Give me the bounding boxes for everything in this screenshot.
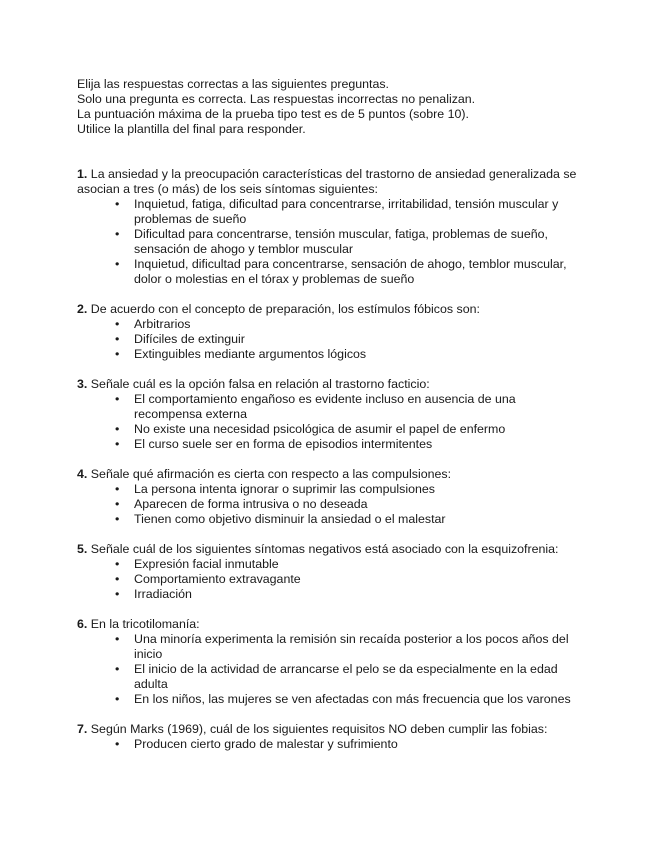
option-item: • Expresión facial inmutable bbox=[134, 557, 582, 572]
option-item: • Una minoría experimenta la remisión sin recaída posterior a los pocos años del inicio bbox=[134, 632, 582, 662]
question-text: Señale cuál es la opción falsa en relación al trastorno facticio: bbox=[90, 377, 430, 391]
option-list bbox=[77, 557, 582, 602]
option-item: • Inquietud, fatiga, dificultad para concentrarse, irritabilidad, tensión muscular y problemas de sueño bbox=[134, 197, 582, 227]
option-item: • Extinguibles mediante argumentos lógicos bbox=[134, 347, 582, 362]
question-number: 7. bbox=[77, 722, 88, 736]
option-item: • En los niños, las mujeres se ven afectadas con más frecuencia que los varones bbox=[134, 692, 582, 707]
question-text: Según Marks (1969), cuál de los siguientes requisitos NO deben cumplir las fobias: bbox=[90, 722, 548, 736]
question-1 bbox=[77, 167, 582, 287]
instruction-line: Elija las respuestas correctas a las siguientes preguntas. bbox=[77, 77, 389, 91]
option-item: • El inicio de la actividad de arrancarse el pelo se da especialmente en la edad adulta bbox=[134, 662, 582, 692]
question-number: 2. bbox=[77, 302, 88, 316]
option-item: • Tienen como objetivo disminuir la ansiedad o el malestar bbox=[134, 512, 582, 527]
option-list bbox=[77, 482, 582, 527]
document-page bbox=[77, 77, 582, 767]
question-text: De acuerdo con el concepto de preparación, los estímulos fóbicos son: bbox=[90, 302, 480, 316]
question-5 bbox=[77, 542, 582, 602]
question-3 bbox=[77, 377, 582, 452]
option-item: • La persona intenta ignorar o suprimir las compulsiones bbox=[134, 482, 582, 497]
option-item: • Producen cierto grado de malestar y sufrimiento bbox=[134, 737, 582, 752]
question-text: En la tricotilomanía: bbox=[90, 617, 200, 631]
instructions bbox=[77, 77, 582, 137]
question-4 bbox=[77, 467, 582, 527]
option-list bbox=[77, 737, 582, 752]
instruction-line: Utilice la plantilla del final para responder. bbox=[77, 122, 306, 136]
option-item: • Arbitrarios bbox=[134, 317, 582, 332]
option-item: • No existe una necesidad psicológica de asumir el papel de enfermo bbox=[134, 422, 582, 437]
question-number: 1. bbox=[77, 167, 88, 181]
instruction-line: La puntuación máxima de la prueba tipo test es de 5 puntos (sobre 10). bbox=[77, 107, 469, 121]
option-item: • Irradiación bbox=[134, 587, 582, 602]
question-text: Señale cuál de los siguientes síntomas negativos está asociado con la esquizofrenia: bbox=[90, 542, 559, 556]
question-6 bbox=[77, 617, 582, 707]
option-list bbox=[77, 632, 582, 707]
question-7 bbox=[77, 722, 582, 752]
question-text: Señale qué afirmación es cierta con respecto a las compulsiones: bbox=[90, 467, 452, 481]
question-number: 5. bbox=[77, 542, 88, 556]
question-number: 6. bbox=[77, 617, 88, 631]
option-list bbox=[77, 197, 582, 287]
option-item: • Dificultad para concentrarse, tensión muscular, fatiga, problemas de sueño, sensación de ahogo y temblor muscular bbox=[134, 227, 582, 257]
option-item: • Inquietud, dificultad para concentrarse, sensación de ahogo, temblor muscular, dolor o molestias en el tórax y problemas de sueño bbox=[134, 257, 582, 287]
option-item: • Comportamiento extravagante bbox=[134, 572, 582, 587]
option-list bbox=[77, 317, 582, 362]
option-item: • Aparecen de forma intrusiva o no deseada bbox=[134, 497, 582, 512]
instruction-line: Solo una pregunta es correcta. Las respuestas incorrectas no penalizan. bbox=[77, 92, 476, 106]
option-item: • Difíciles de extinguir bbox=[134, 332, 582, 347]
option-item: • El curso suele ser en forma de episodios intermitentes bbox=[134, 437, 582, 452]
question-text: La ansiedad y la preocupación características del trastorno de ansiedad generalizada se asocian a tres (o más) de los seis síntomas siguientes: bbox=[77, 167, 577, 196]
question-number: 4. bbox=[77, 467, 88, 481]
question-number: 3. bbox=[77, 377, 88, 391]
question-2 bbox=[77, 302, 582, 362]
option-item: • El comportamiento engañoso es evidente incluso en ausencia de una recompensa externa bbox=[134, 392, 582, 422]
option-list bbox=[77, 392, 582, 452]
question-list bbox=[77, 167, 582, 752]
